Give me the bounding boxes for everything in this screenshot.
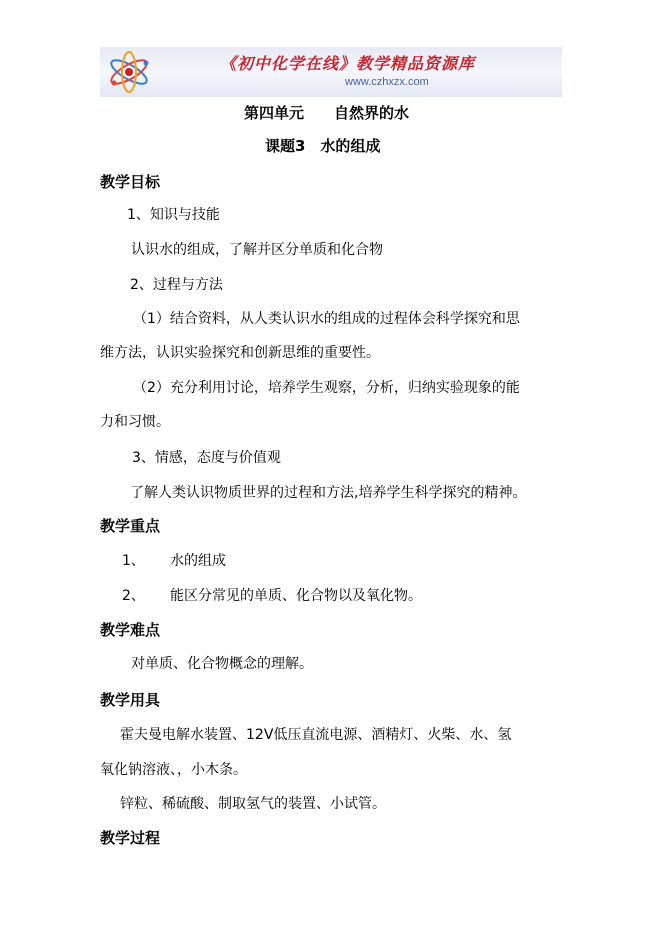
banner-title: 《初中化学在线》教学精品资源库 <box>220 54 476 73</box>
key-points-heading: 教学重点 <box>100 517 161 535</box>
objective-3-text: 了解人类认识物质世界的过程和方法,培养学生科学探究的精神。 <box>130 485 527 501</box>
objective-1-text: 认识水的组成，了解并区分单质和化合物 <box>131 242 383 258</box>
materials-line-1: 霍夫曼电解水装置、12V低压直流电源、酒精灯、火柴、水、氢 <box>120 727 512 743</box>
objective-2-title: 2、过程与方法 <box>130 277 223 293</box>
site-banner <box>100 47 562 97</box>
materials-heading: 教学用具 <box>100 691 161 709</box>
atom-icon <box>106 49 152 95</box>
difficulties-heading: 教学难点 <box>100 621 161 639</box>
objective-1-title: 1、知识与技能 <box>127 207 220 223</box>
objective-2-para1-line1: （1）结合资料，从人类认识水的组成的过程体会科学探究和思 <box>133 311 520 327</box>
objective-2-para2-line1: （2）充分利用讨论，培养学生观察，分析，归纳实验现象的能 <box>133 380 520 396</box>
materials-line-2: 氧化钠溶液、，小木条。 <box>100 762 247 778</box>
materials-line-3: 锌粒、稀硫酸、制取氢气的装置、小试管。 <box>120 796 386 812</box>
key-point-2-number: 2、 <box>122 588 145 604</box>
key-point-1-text: 水的组成 <box>170 553 226 569</box>
key-point-2-text: 能区分常见的单质、化合物以及氧化物。 <box>170 588 422 604</box>
objective-2-para1-line2: 维方法，认识实验探究和创新思维的重要性。 <box>100 345 380 361</box>
unit-title: 第四单元 自然界的水 <box>244 104 410 122</box>
key-point-1-number: 1、 <box>122 553 145 569</box>
objective-2-para2-line2: 力和习惯。 <box>100 414 170 430</box>
objective-3-title: 3、情感，态度与价值观 <box>132 450 281 466</box>
difficulties-text: 对单质、化合物概念的理解。 <box>131 656 313 672</box>
lesson-title: 课题3 水的组成 <box>265 137 381 155</box>
objectives-heading: 教学目标 <box>100 173 161 191</box>
process-heading: 教学过程 <box>100 829 161 847</box>
banner-url[interactable]: www.czhxzx.com <box>345 76 429 88</box>
